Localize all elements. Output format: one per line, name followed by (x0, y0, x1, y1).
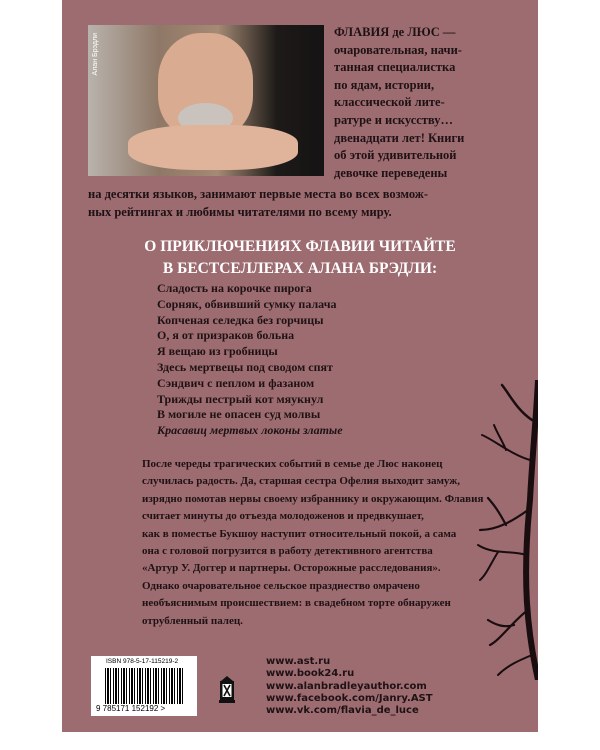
book-title-current: Красавиц мертвых локоны златые (157, 423, 343, 438)
synopsis-line: После череды трагических событий в семье де Люс наконец (142, 458, 443, 470)
synopsis-line: отрубленный палец. (142, 614, 243, 627)
book-title: Здесь мертвецы под сводом спят (157, 359, 333, 374)
heading-line: О ПРИКЛЮЧЕНИЯХ ФЛАВИИ ЧИТАЙТЕ (144, 238, 456, 255)
photo-hands (128, 125, 298, 170)
intro-line: очаровательная, начи- (334, 42, 462, 57)
website-link[interactable]: www.ast.ru (266, 656, 331, 667)
synopsis-line: изрядно помотав нервы своему избраннику и окружающим. Флавия (142, 492, 484, 505)
tree-branch (502, 385, 532, 420)
synopsis-line: «Артур У. Доггер и партнеры. Осторожные расследования». (142, 562, 441, 575)
tree-branch (488, 610, 528, 645)
tree-branch (482, 425, 530, 460)
intro-line: ФЛАВИЯ де ЛЮС — (334, 25, 456, 39)
website-link[interactable]: www.facebook.com/Janry.AST (266, 692, 433, 704)
book-title: Сладость на корочке пирога (157, 281, 312, 295)
website-links (266, 656, 433, 717)
photo-credit: Алан Брэдли (92, 33, 99, 76)
barcode-digits: 9 785171 152192 > (96, 704, 166, 713)
intro-text-continued (88, 186, 528, 221)
book-title: Копченая селедка без горчицы (157, 312, 324, 327)
series-heading (62, 236, 538, 280)
synopsis-line: она с головой погрузится в работу детективного агентства (142, 545, 433, 558)
intro-text (334, 24, 534, 182)
synopsis-line: случилась радость. Да, старшая сестра Офелия выходит замуж, (142, 475, 461, 488)
heading-line: В БЕСТСЕЛЛЕРАХ АЛАНА БРЭДЛИ: (162, 260, 438, 277)
intro-line: девочке переведены (334, 165, 448, 180)
intro-line: классической лите- (334, 95, 445, 110)
synopsis-line: как в поместье Букшоу наступит относительный покой, а сама (142, 527, 457, 540)
barcode-bars (105, 668, 183, 704)
book-title: Сэндвич с пеплом и фазаном (157, 375, 315, 390)
tree-branches-illustration (474, 380, 538, 680)
publisher-lantern-logo-icon (218, 676, 236, 704)
book-title: Я вещаю из гробницы (157, 344, 278, 359)
book-back-cover (62, 0, 538, 732)
intro-line: по ядам, истории, (334, 77, 435, 92)
synopsis-line: необъяснимым происшествием: в свадебном торте обнаружен (142, 597, 451, 610)
intro-line: об этой удивительной (334, 148, 457, 163)
tree-trunk (526, 380, 538, 680)
intro-line: двенадцати лет! Книги (334, 130, 465, 145)
website-link[interactable]: www.vk.com/flavia_de_luce (266, 705, 419, 717)
intro-line: ных рейтингах и любимы читателями по всему миру. (88, 204, 392, 219)
tree-branch (498, 655, 532, 675)
intro-line: танная специалистка (334, 60, 456, 75)
book-title: Трижды пестрый кот мяукнул (157, 391, 324, 406)
isbn-barcode (91, 656, 197, 716)
author-photo (88, 25, 324, 176)
synopsis (142, 456, 483, 630)
website-link[interactable]: www.book24.ru (266, 668, 355, 680)
tree-branch (480, 498, 528, 530)
book-title: В могиле не опасен суд молвы (157, 407, 321, 422)
isbn-number: ISBN 978-5-17-115219-2 (106, 658, 179, 665)
intro-line: на десятки языков, занимают первые места во всех возмож- (88, 187, 429, 201)
synopsis-line: считает минуты до отъезда молодоженов и предвкушает, (142, 510, 424, 523)
synopsis-line: Однако очаровательное сельское празднество омрачено (142, 579, 420, 592)
tree-branch (478, 545, 527, 580)
book-list (157, 281, 343, 439)
book-title: О, я от призраков больна (157, 328, 295, 343)
intro-line: ратуре и искусству… (334, 112, 454, 127)
book-title: Сорняк, обвивший сумку палача (157, 296, 337, 311)
website-link[interactable]: www.alanbradleyauthor.com (266, 680, 427, 692)
